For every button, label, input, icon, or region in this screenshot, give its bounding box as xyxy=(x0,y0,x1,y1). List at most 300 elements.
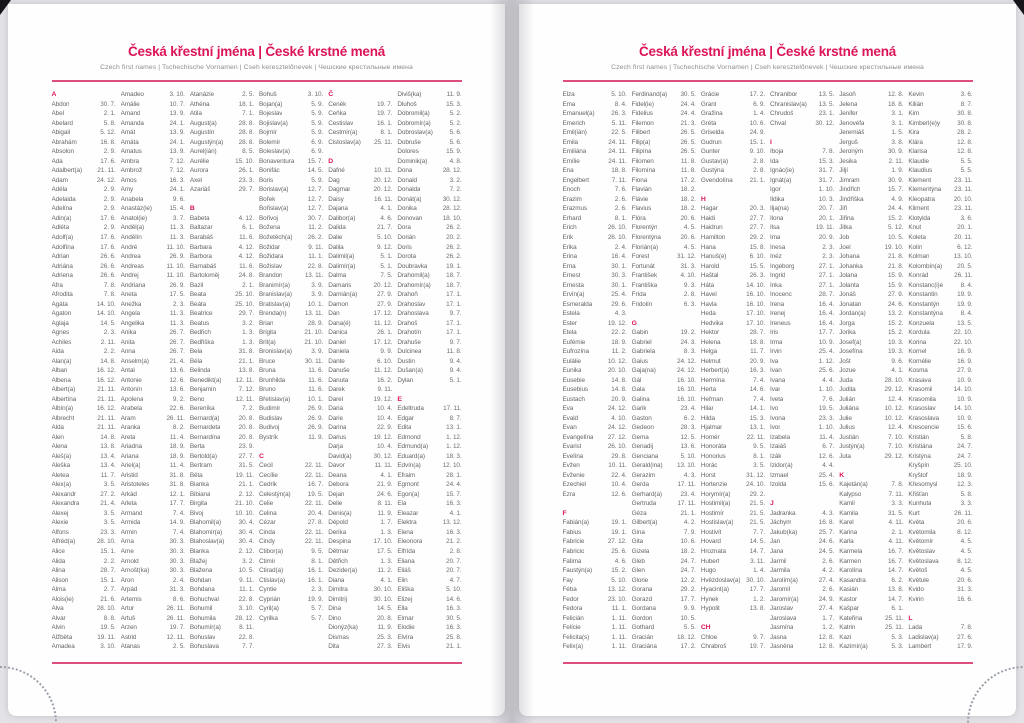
first-name: Andrea xyxy=(120,253,141,261)
name-day-date: 2. 6. xyxy=(614,195,627,203)
name-day-date: 11. 3. xyxy=(169,319,185,327)
name-day-date: 29. 12. xyxy=(884,386,904,394)
name-day-date: 17. 12. xyxy=(373,310,393,318)
name-day-date: 4. 4. xyxy=(822,462,835,470)
name-day-entry xyxy=(52,471,116,481)
first-name: Drahuše xyxy=(397,338,421,346)
name-day-date: 16. 11. xyxy=(373,195,393,203)
corner-mark-top-right-icon xyxy=(1013,0,1024,15)
name-day-date: 22. 11. xyxy=(304,538,324,546)
name-column xyxy=(563,90,627,651)
name-day-entry xyxy=(563,119,627,129)
first-name: Darina xyxy=(328,424,347,432)
name-day-date: 11. 8. xyxy=(446,348,462,356)
name-day-entry xyxy=(121,147,185,157)
name-day-entry xyxy=(397,119,461,129)
name-day-entry xyxy=(701,433,765,443)
first-name: Julián xyxy=(839,395,856,403)
first-name: Arna xyxy=(120,538,134,546)
name-day-date: 26. 2. xyxy=(446,253,462,261)
name-day-date: 26. 11. xyxy=(166,614,185,622)
first-name: Břetislav(a) xyxy=(259,395,291,403)
first-name: Beno xyxy=(189,395,205,403)
first-name: Kamila xyxy=(839,509,859,517)
name-day-date: 5. 10. xyxy=(611,576,627,584)
first-name: Havel xyxy=(700,291,717,299)
name-day-entry xyxy=(121,452,185,462)
first-name: Křesomysl xyxy=(908,481,938,489)
first-name: Ezechiel xyxy=(562,481,586,489)
name-day-date: 19. 11. xyxy=(97,633,116,641)
first-name: Jarmila xyxy=(770,567,790,575)
name-day-date: 17. 1. xyxy=(446,319,462,327)
first-name: Adrian xyxy=(51,253,70,261)
first-name: Gracián xyxy=(631,633,654,641)
name-day-date: 30. 9. xyxy=(887,176,904,184)
first-name: Agaton xyxy=(51,310,72,318)
first-name: Igor xyxy=(770,186,781,194)
name-day-date: 16. 3. xyxy=(749,367,766,375)
name-day-date: 3. 2. xyxy=(449,176,462,184)
name-day-entry xyxy=(908,109,972,119)
name-day-entry xyxy=(770,442,834,452)
name-day-date: 6. 10. xyxy=(749,253,766,261)
name-day-entry xyxy=(397,423,461,433)
first-name: Dimitra xyxy=(328,586,348,594)
first-name: Artuš xyxy=(120,614,136,622)
first-name: Ildika xyxy=(770,195,785,203)
name-day-entry xyxy=(190,280,254,290)
name-day-date: 29. 2. xyxy=(749,490,766,498)
first-name: Dobruše xyxy=(397,138,421,146)
first-name: Iboja xyxy=(770,148,784,156)
name-day-entry xyxy=(328,395,392,405)
name-day-entry xyxy=(121,509,185,519)
name-day-date: 2. 12. xyxy=(238,490,255,498)
name-day-entry xyxy=(328,271,392,281)
name-day-entry xyxy=(190,223,254,233)
first-name: Kašpar xyxy=(839,605,859,613)
name-day-date: 13. 1. xyxy=(446,424,462,432)
name-day-entry xyxy=(563,214,627,224)
name-day-entry xyxy=(190,166,254,176)
first-name: Adin(a) xyxy=(51,214,72,222)
first-name: Erazmus xyxy=(562,205,588,213)
name-day-entry xyxy=(563,585,627,595)
first-name: Květule xyxy=(908,576,929,584)
name-day-entry xyxy=(397,185,461,195)
name-day-entry xyxy=(839,499,903,509)
first-name: Brandon xyxy=(259,272,283,280)
first-name: Donát(a) xyxy=(397,195,422,203)
name-day-date: 18. 1. xyxy=(238,100,255,108)
first-name: Ámos xyxy=(120,176,137,184)
first-name: Ingeborg xyxy=(770,262,795,270)
name-day-date: 30. 10. xyxy=(373,586,393,594)
first-name: Amadea xyxy=(51,643,75,651)
first-name: Jelena xyxy=(839,100,858,108)
name-day-entry xyxy=(908,214,972,224)
name-day-date: 1. 12. xyxy=(446,433,462,441)
first-name: Havla xyxy=(700,300,717,308)
name-day-date: 14. 10. xyxy=(96,300,116,308)
first-name: Erina xyxy=(562,253,577,261)
name-day-entry xyxy=(190,261,254,271)
name-day-entry xyxy=(563,223,627,233)
name-day-date: 10. 9. xyxy=(818,338,835,346)
name-day-date: 22. 4. xyxy=(611,471,627,479)
first-name: David(a) xyxy=(328,452,352,460)
first-name: Darie xyxy=(328,414,343,422)
name-day-entry xyxy=(563,280,627,290)
name-day-date: 20. 2. xyxy=(446,233,462,241)
name-day-entry xyxy=(770,375,834,385)
name-day-date: 2. 6. xyxy=(614,205,627,213)
name-day-date: 4. 1. xyxy=(380,471,393,479)
first-name: Kristián xyxy=(908,433,929,441)
name-day-entry xyxy=(328,461,392,471)
name-day-date: 2. 4. xyxy=(614,243,627,251)
name-day-date: 19. 7. xyxy=(376,100,393,108)
name-day-entry xyxy=(908,575,972,585)
name-day-date: 4. 12. xyxy=(238,253,255,261)
name-day-entry xyxy=(908,337,972,347)
name-day-date: 3. 10. xyxy=(238,605,255,613)
name-day-entry xyxy=(328,356,392,366)
name-day-entry xyxy=(770,299,834,309)
name-day-date: 3. 5. xyxy=(753,462,766,470)
name-day-entry xyxy=(908,147,972,157)
first-name: Adriána xyxy=(51,262,73,270)
first-name: Bohumír(a) xyxy=(189,624,221,632)
name-day-entry xyxy=(190,442,254,452)
name-day-entry xyxy=(770,537,834,547)
name-day-entry xyxy=(259,509,323,519)
name-day-date: 15. 7. xyxy=(887,186,904,194)
name-day-date: 19. 3. xyxy=(887,348,904,356)
name-day-entry xyxy=(908,242,972,252)
name-day-entry xyxy=(770,528,834,538)
name-day-entry xyxy=(839,490,903,500)
first-name: Dušan(a) xyxy=(397,367,423,375)
name-day-entry xyxy=(632,119,696,129)
first-name: Gertruda xyxy=(631,500,657,508)
name-day-entry xyxy=(328,547,392,557)
name-day-entry xyxy=(839,632,903,642)
name-day-date: 1. 3. xyxy=(380,528,393,536)
name-day-entry xyxy=(563,138,627,148)
name-day-entry xyxy=(328,109,392,119)
name-day-date: 23. 11. xyxy=(954,186,973,194)
name-day-entry xyxy=(121,480,185,490)
name-day-date: 2. 11. xyxy=(100,338,116,346)
first-name: Apolena xyxy=(120,395,144,403)
name-day-entry xyxy=(908,176,972,186)
name-day-date: 20. 6. xyxy=(957,519,973,527)
name-day-entry xyxy=(190,480,254,490)
name-day-date: 14. 9. xyxy=(169,519,185,527)
name-day-date: 12. 1. xyxy=(169,490,185,498)
name-day-date: 24. 11. xyxy=(608,157,627,165)
name-day-entry xyxy=(259,261,323,271)
name-day-entry xyxy=(908,90,972,100)
first-name: Bohuchval xyxy=(189,595,219,603)
name-day-date: 30. 3. xyxy=(169,567,185,575)
name-day-entry xyxy=(563,442,627,452)
name-day-date: 13. 10. xyxy=(953,253,973,261)
name-day-entry xyxy=(397,328,461,338)
first-name: Árpád xyxy=(120,586,138,594)
spacer-row xyxy=(563,499,627,509)
name-day-date: 5. 10. xyxy=(680,452,696,460)
name-day-entry xyxy=(563,271,627,281)
name-day-date: 9. 11. xyxy=(239,576,255,584)
name-day-entry xyxy=(770,337,834,347)
name-day-entry xyxy=(770,385,834,395)
name-day-date: 15. 9. xyxy=(887,272,904,280)
name-day-entry xyxy=(632,100,696,110)
name-day-entry xyxy=(632,414,696,424)
name-day-date: 1. 10. xyxy=(818,186,835,194)
name-day-date: 30. 8. xyxy=(957,119,973,127)
first-name: Kornélie xyxy=(908,357,932,365)
name-day-entry xyxy=(701,242,765,252)
first-name: Astrid xyxy=(120,633,137,641)
first-name: Dorián xyxy=(397,233,416,241)
first-name: Klarisa xyxy=(908,148,928,156)
first-name: Dafné xyxy=(328,167,345,175)
name-day-date: 11. 9. xyxy=(308,433,324,441)
name-day-entry xyxy=(259,233,323,243)
name-day-date: 3. 3. xyxy=(891,500,904,508)
spacer-row xyxy=(701,185,765,195)
name-day-date: 7. 4. xyxy=(172,509,185,517)
first-name: Drahotín xyxy=(397,329,422,337)
name-day-entry xyxy=(839,575,903,585)
section-letter: G xyxy=(631,319,637,327)
first-name: Aleš(a) xyxy=(51,452,72,460)
name-day-date: 30. 3. xyxy=(611,272,627,280)
name-day-date: 2. 2. xyxy=(103,557,116,565)
name-day-date: 11. 6. xyxy=(308,376,324,384)
name-day-date: 8. 7. xyxy=(960,100,973,108)
first-name: Bertold(a) xyxy=(189,452,217,460)
name-day-entry xyxy=(701,528,765,538)
name-day-entry xyxy=(52,414,116,424)
name-day-entry xyxy=(259,471,323,481)
name-day-date: 16. 1. xyxy=(376,119,393,127)
name-day-date: 11. 2. xyxy=(377,567,393,575)
name-day-entry xyxy=(839,414,903,424)
name-day-entry xyxy=(839,233,903,243)
first-name: Alina xyxy=(51,567,66,575)
name-day-date: 6. 9. xyxy=(753,100,766,108)
name-day-date: 3. 9. xyxy=(311,281,324,289)
first-name: Helena xyxy=(700,338,721,346)
name-day-date: 20. 8. xyxy=(238,414,255,422)
name-day-date: 12. 8. xyxy=(957,138,973,146)
name-day-entry xyxy=(770,356,834,366)
name-day-date: 20. 8. xyxy=(376,614,393,622)
name-day-entry xyxy=(397,90,461,100)
section-letter: CH xyxy=(700,624,711,632)
first-name: Kolín xyxy=(908,243,923,251)
name-day-date: 28. 12. xyxy=(442,205,462,213)
name-day-entry xyxy=(839,242,903,252)
name-day-date: 11. 12. xyxy=(373,319,393,327)
name-day-date: 7. 7. xyxy=(242,643,255,651)
name-day-date: 12. 3. xyxy=(957,481,973,489)
name-day-entry xyxy=(701,594,765,604)
first-name: Fabián(a) xyxy=(562,519,589,527)
name-day-date: 22. 11. xyxy=(304,462,324,470)
name-day-entry xyxy=(563,318,627,328)
name-day-date: 24. 11. xyxy=(608,138,627,146)
name-day-entry xyxy=(701,385,765,395)
name-day-date: 8. 4. xyxy=(614,100,627,108)
first-name: Abrahám xyxy=(51,138,77,146)
name-day-date: 17. 9. xyxy=(957,643,973,651)
first-name: Bonifác xyxy=(259,167,280,175)
name-day-date: 19. 9. xyxy=(957,291,973,299)
name-day-entry xyxy=(259,157,323,167)
first-name: Bivoj xyxy=(189,509,204,517)
name-day-entry xyxy=(121,347,185,357)
name-day-entry xyxy=(632,604,696,614)
name-day-entry xyxy=(770,157,834,167)
name-day-entry xyxy=(259,556,323,566)
first-name: Hypolit xyxy=(700,605,720,613)
name-day-date: 12. 8. xyxy=(818,633,835,641)
first-name: Bela xyxy=(189,348,203,356)
first-name: Darek xyxy=(328,386,345,394)
name-day-date: 17. 10. xyxy=(373,538,393,546)
first-name: Gvendolína xyxy=(700,176,733,184)
first-name: Bohumil xyxy=(189,605,213,613)
first-name: Donalda xyxy=(397,186,421,194)
first-name: Aneta xyxy=(120,291,137,299)
name-day-date: 17. 7. xyxy=(169,500,185,508)
name-day-entry xyxy=(839,556,903,566)
name-column xyxy=(259,90,323,623)
name-day-entry xyxy=(839,480,903,490)
first-name: Karina xyxy=(839,528,858,536)
name-day-entry xyxy=(52,385,116,395)
section-letter: A xyxy=(51,91,57,99)
name-day-date: 30. 10. xyxy=(373,595,393,603)
name-day-entry xyxy=(190,585,254,595)
name-day-date: 19. 9. xyxy=(957,300,973,308)
name-day-entry xyxy=(52,518,116,528)
name-day-date: 5. 8. xyxy=(960,433,973,441)
section-letter: J xyxy=(770,500,774,508)
name-day-entry xyxy=(52,442,116,452)
name-day-entry xyxy=(908,585,972,595)
name-day-date: 10. 6. xyxy=(749,119,766,127)
name-day-date: 31. 3. xyxy=(169,586,185,594)
name-day-entry xyxy=(121,157,185,167)
name-day-date: 5. 11. xyxy=(611,119,627,127)
name-day-date: 23. 1. xyxy=(818,110,835,118)
name-day-date: 15. 4. xyxy=(169,205,185,213)
first-name: Bojeslav xyxy=(259,110,283,118)
name-day-date: 9. 6. xyxy=(891,357,904,365)
first-name: Esmeralda xyxy=(562,300,593,308)
first-name: Jan xyxy=(770,538,781,546)
first-name: Donald xyxy=(397,176,418,184)
name-day-date: 21. 4. xyxy=(100,500,116,508)
first-name: Albertína xyxy=(51,395,77,403)
name-day-date: 2. 9. xyxy=(103,205,116,213)
first-name: Fiona xyxy=(631,176,648,184)
name-day-entry xyxy=(908,404,972,414)
first-name: Agáta xyxy=(51,300,68,308)
first-name: Ladislav(a) xyxy=(908,633,939,641)
name-day-date: 27. 6. xyxy=(957,633,973,641)
first-name: Johana xyxy=(839,253,860,261)
name-day-date: 26. 11. xyxy=(954,272,973,280)
first-name: Adolf(a) xyxy=(51,233,74,241)
first-name: Griselda xyxy=(700,129,724,137)
name-day-date: 22. 5. xyxy=(611,129,627,137)
first-name: Gizela xyxy=(631,548,650,555)
name-day-date: 3. 6. xyxy=(960,91,973,99)
first-name: Jakub(ka) xyxy=(770,528,798,536)
name-day-date: 11. 3. xyxy=(169,233,185,241)
name-day-entry xyxy=(52,166,116,176)
name-day-date: 18. 7. xyxy=(446,272,462,280)
name-column xyxy=(397,90,461,651)
name-day-date: 24. 1. xyxy=(169,138,185,146)
name-day-entry xyxy=(328,433,392,443)
name-day-date: 21. 5. xyxy=(749,519,766,527)
name-day-date: 4. 5. xyxy=(960,567,973,575)
name-day-entry xyxy=(563,452,627,462)
name-day-entry xyxy=(563,328,627,338)
name-day-entry xyxy=(770,594,834,604)
name-day-entry xyxy=(52,490,116,500)
name-day-entry xyxy=(701,271,765,281)
first-name: Gustav(a) xyxy=(700,157,728,165)
name-day-date: 16. 10. xyxy=(677,376,696,384)
name-day-date: 25. 10. xyxy=(953,462,973,470)
name-day-date: 30. 1. xyxy=(611,262,627,270)
name-day-date: 21. 11. xyxy=(97,424,116,432)
first-name: Alžběta xyxy=(51,633,73,641)
name-day-date: 4. 11. xyxy=(888,538,904,546)
name-day-entry xyxy=(397,204,461,214)
name-day-entry xyxy=(397,309,461,319)
name-day-date: 3. 8. xyxy=(891,138,904,146)
name-column xyxy=(121,90,185,651)
first-name: Bořislav(a) xyxy=(259,205,289,213)
name-day-entry xyxy=(397,594,461,604)
first-name: Faustýn(a) xyxy=(562,567,593,575)
name-day-date: 14. 7. xyxy=(887,567,904,575)
name-day-date: 26. 5. xyxy=(680,148,696,156)
name-day-entry xyxy=(770,280,834,290)
name-day-entry xyxy=(397,109,461,119)
first-name: Bojan(a) xyxy=(259,100,283,108)
name-day-date: 16. 7. xyxy=(887,557,904,565)
name-day-entry xyxy=(190,414,254,424)
name-day-date: 7. 12. xyxy=(169,157,185,165)
first-name: Božetěch(a) xyxy=(259,233,293,241)
first-name: Drahoš xyxy=(397,319,418,327)
name-day-date: 3. 10. xyxy=(169,91,185,99)
name-day-entry xyxy=(397,366,461,376)
first-name: Jiljí xyxy=(839,167,848,175)
